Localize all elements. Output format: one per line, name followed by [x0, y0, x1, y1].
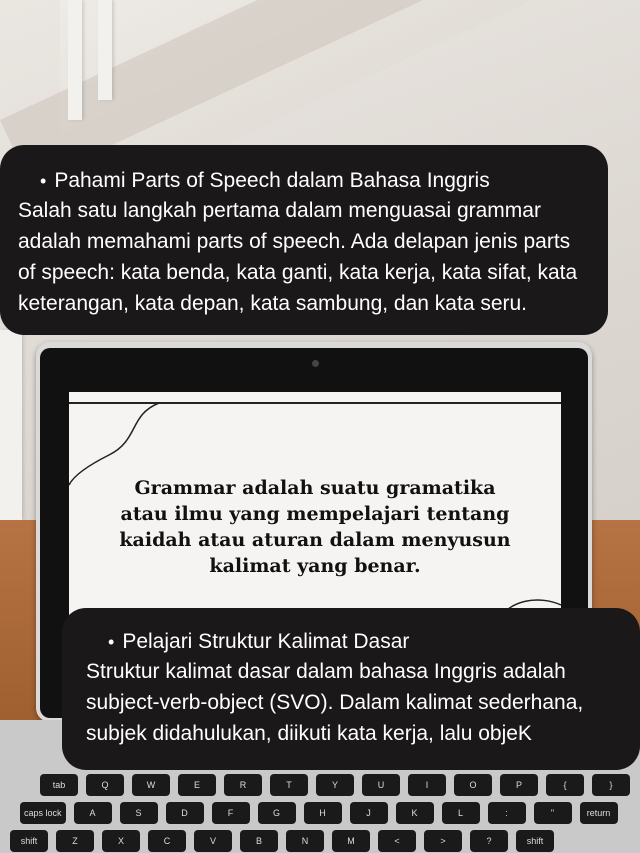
key: {: [546, 774, 584, 796]
key: caps lock: [20, 802, 66, 824]
key: H: [304, 802, 342, 824]
key: <: [378, 830, 416, 852]
callout-body: Salah satu langkah pertama dalam menguasai grammar adalah memahami parts of speech. Ada delapan jenis parts of speech: kata benda, kata ganti, kata kerja, kata sifat, kata keterangan, kata depan, kata sambung, dan kata seru.: [18, 199, 578, 315]
key: U: [362, 774, 400, 796]
bullet-icon: •: [108, 632, 115, 652]
key: G: [258, 802, 296, 824]
callout-parts-of-speech: [0, 145, 608, 335]
key: shift: [10, 830, 48, 852]
stair-railing: [98, 0, 112, 100]
key: K: [396, 802, 434, 824]
key: P: [500, 774, 538, 796]
keyboard-row-3: [10, 830, 554, 852]
key: J: [350, 802, 388, 824]
key: N: [286, 830, 324, 852]
callout-sentence-structure: [62, 608, 640, 770]
key: O: [454, 774, 492, 796]
key: S: [120, 802, 158, 824]
laptop-keyboard: [20, 762, 640, 853]
callout-heading-text: Pelajari Struktur Kalimat Dasar: [122, 630, 410, 653]
callout-heading: [18, 167, 588, 195]
key: X: [102, 830, 140, 852]
key: return: [580, 802, 618, 824]
key: D: [166, 802, 204, 824]
callout-heading: [86, 628, 626, 656]
callout-heading-text: Pahami Parts of Speech dalam Bahasa Inggris: [54, 169, 490, 192]
key: Y: [316, 774, 354, 796]
key: V: [194, 830, 232, 852]
key: T: [270, 774, 308, 796]
callout-body: Struktur kalimat dasar dalam bahasa Inggris adalah subject-verb-object (SVO). Dalam kalimat sederhana, subjek didahulukan, diikuti kata kerja, lalu objeK: [86, 660, 584, 745]
key: B: [240, 830, 278, 852]
key: E: [178, 774, 216, 796]
key: }: [592, 774, 630, 796]
stair-railing: [68, 0, 82, 120]
key: L: [442, 802, 480, 824]
screen-quote: Grammar adalah suatu gramatika atau ilmu yang mempelajari tentang kaidah atau aturan dalam menyusun kalimat yang benar.: [119, 477, 511, 577]
webcam-icon: [312, 360, 319, 367]
keyboard-row-2: [20, 802, 618, 824]
key: C: [148, 830, 186, 852]
key: :: [488, 802, 526, 824]
key: shift: [516, 830, 554, 852]
stair-post: [0, 330, 22, 520]
key: W: [132, 774, 170, 796]
key: ?: [470, 830, 508, 852]
laptop-screen: [69, 375, 561, 620]
bullet-icon: •: [40, 171, 47, 191]
key: Z: [56, 830, 94, 852]
key: Q: [86, 774, 124, 796]
key: F: [212, 802, 250, 824]
keyboard-row-1: [40, 774, 630, 796]
key: tab: [40, 774, 78, 796]
key: M: [332, 830, 370, 852]
key: R: [224, 774, 262, 796]
key: I: [408, 774, 446, 796]
key: >: [424, 830, 462, 852]
key: ": [534, 802, 572, 824]
key: A: [74, 802, 112, 824]
